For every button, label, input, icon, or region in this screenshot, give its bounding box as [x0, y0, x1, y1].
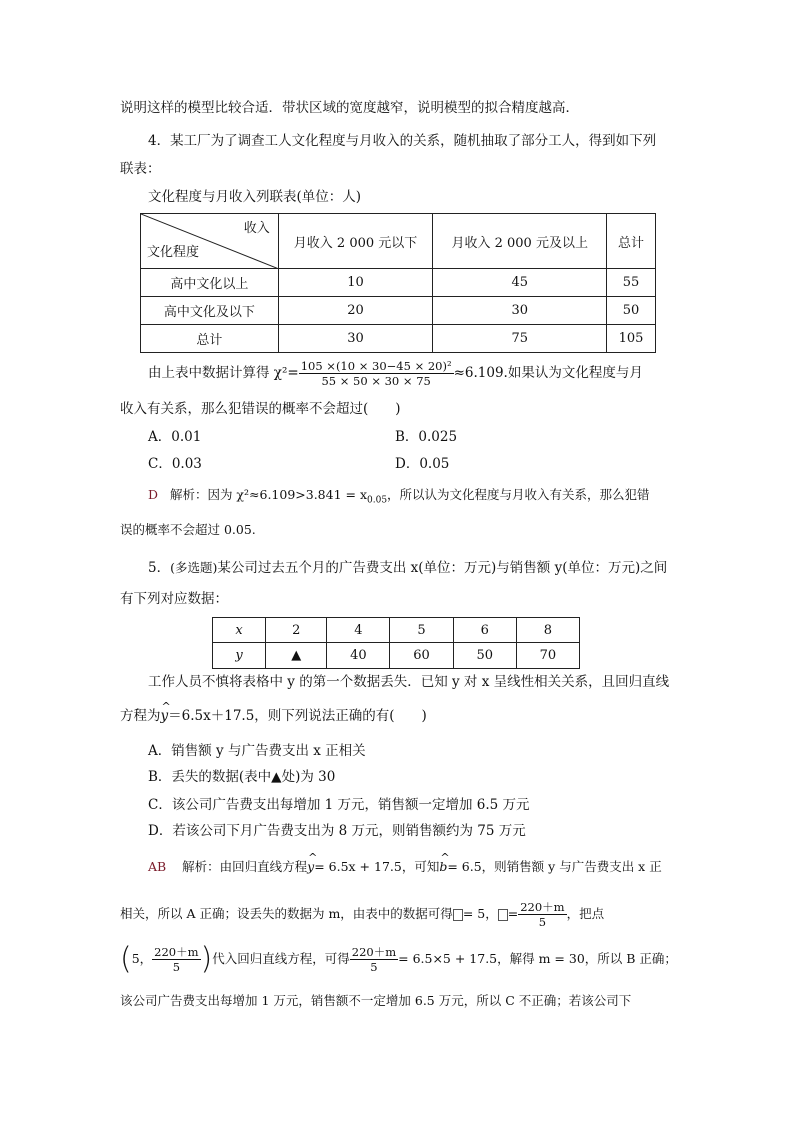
- solution-text: 相关，所以 A 正确；设丢失的数据为 m，由表中的数据可得: [120, 906, 453, 921]
- stem-text: 方程为: [120, 708, 161, 724]
- table-row: [141, 325, 656, 353]
- table-row: [213, 618, 580, 643]
- q5-answer: AB: [148, 859, 167, 874]
- q5-stem-line2: 有下列对应数据：: [120, 591, 228, 607]
- fraction-numerator: 220＋m: [520, 900, 565, 914]
- q4-stem-line2: 联表：: [120, 161, 161, 177]
- fraction-numerator: 220＋m: [351, 945, 397, 959]
- q5-solution-line1: [148, 858, 662, 876]
- point-fraction: [152, 945, 200, 974]
- corner-top-label: 收入: [243, 221, 270, 236]
- solution-text: = 6.5x + 17.5，可知: [314, 859, 440, 874]
- table-cell: 10: [278, 269, 433, 297]
- x-bar-placeholder-icon: [453, 909, 463, 921]
- b-hat: ^ b: [439, 858, 447, 876]
- table-header: 月收入 2 000 元以下: [278, 214, 433, 269]
- table-cell: 70: [516, 643, 579, 669]
- q4-solution-line1: [148, 486, 650, 510]
- fraction-denominator: 5: [538, 915, 547, 929]
- fraction-numerator: 220＋m: [154, 945, 199, 959]
- q5-stem-text: 某公司过去五个月的广告费支出 x(单位：万元)与销售额 y(单位：万元)之间: [217, 560, 668, 576]
- mean-fraction: [518, 900, 566, 929]
- table-cell: 30: [433, 297, 607, 325]
- solution-text: 代入回归直线方程，可得: [212, 951, 350, 966]
- table-cell: 20: [278, 297, 433, 325]
- xy-data-table: [212, 617, 580, 669]
- q4-option-b: B．0.025: [395, 429, 458, 445]
- row-label: 高中文化以上: [141, 269, 279, 297]
- solution-text: ，所以认为文化程度与月收入有关系，那么犯错: [387, 487, 650, 502]
- table-corner-cell: [141, 214, 279, 269]
- solution-text: 解析：因为 χ²≈6.109>3.841 = x: [169, 487, 367, 502]
- q4-stem-line1: 4．某工厂为了调查工人文化程度与月收入的关系，随机抽取了部分工人，得到如下列: [148, 133, 657, 149]
- fraction-denominator: 5: [370, 960, 378, 974]
- q5-stem-line1: [148, 559, 667, 577]
- table-row: [141, 269, 656, 297]
- q5-solution-line2: [120, 898, 604, 930]
- intro-text: 说明这样的模型比较合适．带状区域的宽度越窄，说明模型的拟合精度越高．: [120, 100, 579, 116]
- q5-option-a: A．销售额 y 与广告费支出 x 正相关: [148, 743, 366, 759]
- corner-bottom-label: 文化程度: [147, 245, 200, 260]
- table-cell: 8: [516, 618, 579, 643]
- q5-stem-line4: [120, 707, 427, 725]
- q4-option-d: D．0.05: [395, 456, 450, 472]
- y-hat: ^ y: [161, 707, 169, 725]
- substitution-fraction: [350, 945, 398, 974]
- table-cell: 5: [390, 618, 453, 643]
- table-cell: 75: [433, 325, 607, 353]
- table-cell: 60: [390, 643, 453, 669]
- solution-text: = 5，: [462, 906, 498, 921]
- solution-subscript: 0.05: [367, 495, 388, 506]
- fraction-numerator: 105 ×(10 × 30−45 × 20)²: [300, 359, 452, 373]
- fraction-denominator: 5: [172, 960, 181, 974]
- calc-suffix: ≈6.109.如果认为文化程度与月: [453, 365, 643, 381]
- y-label: y: [213, 643, 266, 669]
- q4-calc-line: [148, 357, 643, 389]
- solution-text: =: [507, 906, 519, 921]
- y-hat: ^ y: [307, 858, 314, 876]
- row-label: 总计: [141, 325, 279, 353]
- q4-table-caption: 文化程度与月收入列联表(单位：人): [148, 189, 362, 205]
- solution-text: 解析：由回归直线方程: [182, 859, 308, 874]
- table-cell: 55: [607, 269, 656, 297]
- solution-text: = 6.5，则销售额 y 与广告费支出 x 正: [447, 859, 662, 874]
- solution-text: ，把点: [566, 906, 605, 921]
- q4-option-a: A．0.01: [148, 429, 202, 445]
- q5-number: 5．: [148, 560, 171, 576]
- paren-left: (: [120, 941, 132, 977]
- q4-answer: D: [148, 487, 159, 502]
- chi-square-fraction: [299, 359, 454, 388]
- table-cell: 4: [327, 618, 390, 643]
- q5-solution-line3: [120, 941, 677, 978]
- missing-value-cell: ▲: [266, 643, 327, 669]
- q5-stem-line3: 工作人员不慎将表格中 y 的第一个数据丢失．已知 y 对 x 呈线性相关关系，且回归直线: [148, 674, 670, 690]
- table-cell: 50: [607, 297, 656, 325]
- q4-solution-line2: 误的概率不会超过 0.05.: [120, 522, 256, 537]
- solution-text: = 6.5×5 + 17.5，解得 m = 30，所以 B 正确；: [398, 951, 677, 966]
- y-bar-placeholder-icon: [498, 909, 508, 921]
- table-cell: 2: [266, 618, 327, 643]
- table-row: [213, 643, 580, 669]
- table-cell: 6: [453, 618, 516, 643]
- q5-option-b: B．丢失的数据(表中▲处)为 30: [148, 769, 336, 785]
- table-header: 总计: [607, 214, 656, 269]
- table-row: [141, 297, 656, 325]
- point-x: 5，: [131, 951, 153, 966]
- table-header: 月收入 2 000 元及以上: [433, 214, 607, 269]
- q5-option-d: D．若该公司下月广告费支出为 8 万元，则销售额约为 75 万元: [148, 823, 526, 839]
- calc-prefix: 由上表中数据计算得 χ²=: [148, 365, 299, 381]
- table-cell: 40: [327, 643, 390, 669]
- q5-tag: (多选题): [170, 560, 218, 575]
- q4-option-c: C．0.03: [148, 456, 202, 472]
- table-cell: 50: [453, 643, 516, 669]
- q5-solution-line4: 该公司广告费支出每增加 1 万元，销售额不一定增加 6.5 万元，所以 C 不正确；若该公司下: [120, 993, 632, 1008]
- fraction-denominator: 55 × 50 × 30 × 75: [321, 374, 431, 388]
- table-cell: 45: [433, 269, 607, 297]
- q4-stem-cont: 收入有关系，那么犯错误的概率不会超过( ): [120, 401, 401, 417]
- x-label: x: [213, 618, 266, 643]
- paren-right: ): [200, 941, 213, 977]
- q5-option-c: C．该公司广告费支出每增加 1 万元，销售额一定增加 6.5 万元: [148, 797, 530, 813]
- table-cell: 105: [607, 325, 656, 353]
- row-label: 高中文化及以下: [141, 297, 279, 325]
- contingency-table: [140, 213, 656, 353]
- stem-text: ＝6.5x＋17.5，则下列说法正确的有( ): [168, 708, 427, 724]
- table-cell: 30: [278, 325, 433, 353]
